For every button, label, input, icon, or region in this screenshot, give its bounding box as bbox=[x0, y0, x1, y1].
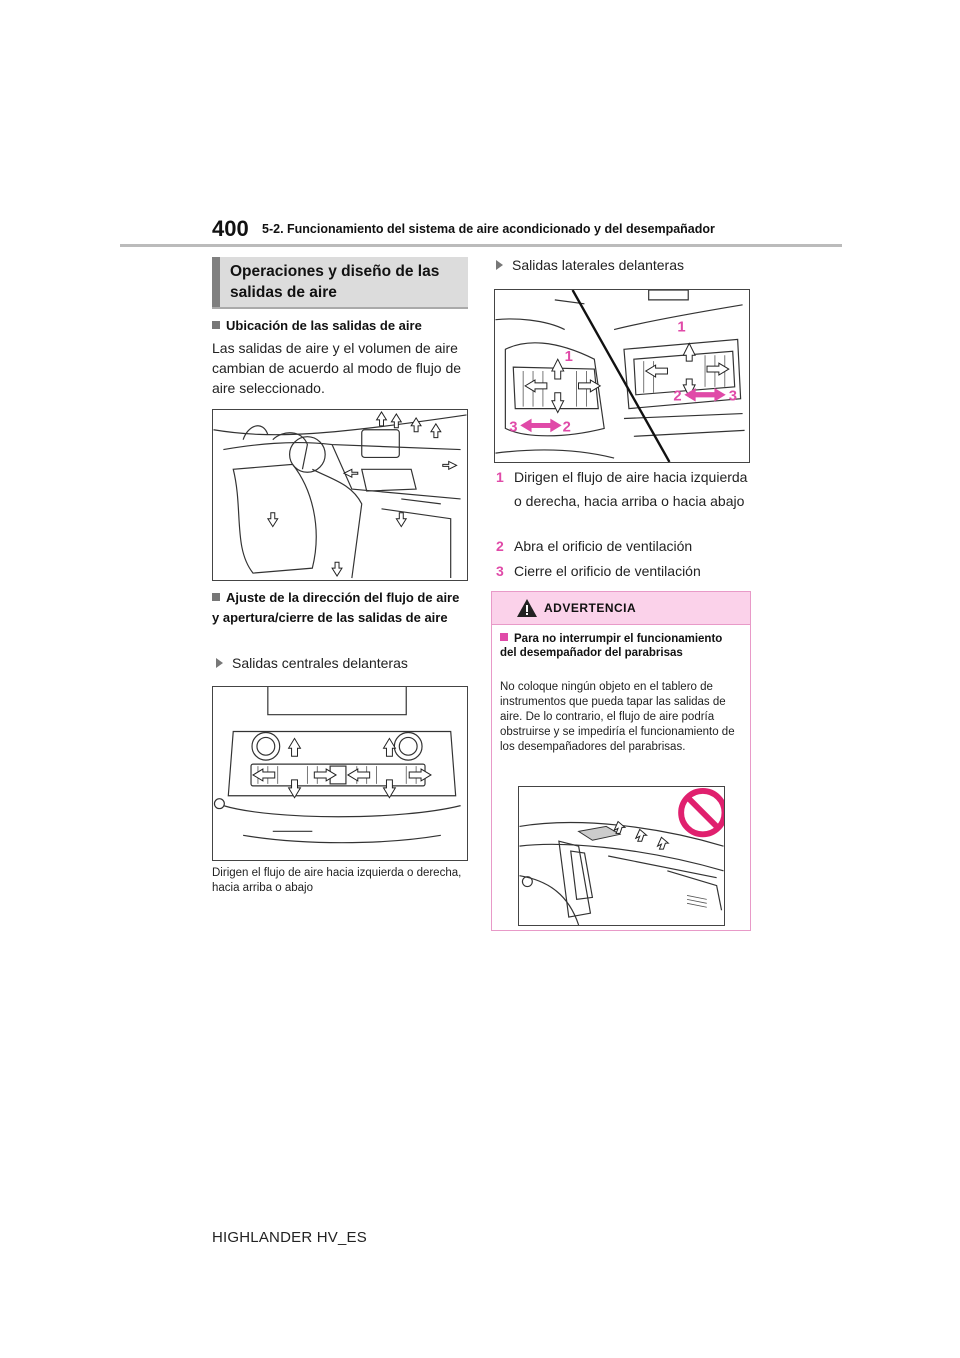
section-title: 5-2. Funcionamiento del sistema de aire acondicionado y del desempañador bbox=[262, 222, 715, 236]
footer-model: HIGHLANDER HV_ES bbox=[212, 1229, 367, 1246]
topic-title: Operaciones y diseño de las salidas de aire bbox=[212, 257, 468, 307]
center-vents-figure bbox=[212, 686, 468, 861]
side-vents-illustration bbox=[495, 290, 749, 462]
cabin-illustration bbox=[213, 410, 467, 580]
square-bullet-icon bbox=[212, 321, 220, 329]
item-number: 2 bbox=[496, 538, 504, 554]
location-paragraph: Las salidas de aire y el volumen de aire cambian de acuerdo al modo de flujo de aire seleccionado. bbox=[212, 340, 462, 396]
prohibition-icon bbox=[681, 791, 724, 834]
center-vents-caption: Dirigen el flujo de aire hacia izquierda o derecha, hacia arriba o abajo bbox=[212, 867, 462, 894]
triangle-bullet-icon bbox=[496, 260, 503, 270]
square-bullet-icon bbox=[500, 633, 508, 641]
item-text: Abra el orificio de ventilación bbox=[514, 538, 693, 554]
warning-box bbox=[491, 591, 751, 931]
warning-title: ADVERTENCIA bbox=[544, 601, 637, 615]
header-rule bbox=[120, 244, 842, 247]
bullet-side-vents: Salidas laterales delanteras bbox=[496, 255, 746, 275]
warning-subtitle: Para no interrumpir el funcionamiento del desempañador del parabrisas bbox=[500, 633, 723, 659]
list-item-1 bbox=[496, 465, 750, 513]
item-text: Cierre el orificio de ventilación bbox=[514, 563, 701, 579]
subheading-adjust: Ajuste de la dirección del flujo de aire y apertura/cierre de las salidas de aire bbox=[212, 590, 460, 625]
triangle-bullet-icon bbox=[216, 658, 223, 668]
dashboard-prohibit-illustration bbox=[519, 787, 724, 925]
title-underline bbox=[212, 307, 468, 309]
callout-1-right: 1 bbox=[677, 319, 686, 336]
side-vents-figure bbox=[494, 289, 750, 463]
callout-3-left: 3 bbox=[509, 419, 518, 436]
item-text: Dirigen el flujo de aire hacia izquierda o derecha, hacia arriba o hacia abajo bbox=[514, 469, 748, 509]
callout-2-right: 2 bbox=[673, 388, 682, 405]
warning-triangle-icon bbox=[516, 598, 538, 618]
cabin-vents-figure bbox=[212, 409, 468, 581]
center-vents-illustration bbox=[213, 687, 467, 860]
prohibited-object-figure bbox=[518, 786, 725, 926]
subheading-location: Ubicación de las salidas de aire bbox=[212, 316, 468, 336]
callout-1-left: 1 bbox=[564, 349, 573, 366]
list-item-2 bbox=[496, 534, 750, 558]
item-number: 1 bbox=[496, 469, 504, 485]
warning-text: No coloque ningún objeto en el tablero de instrumentos que pueda tapar las salidas de aire. De lo contrario, el flujo de aire podría obstruirse y se impediría el funcionamiento de los desempañadores del parabrisas. bbox=[500, 681, 735, 753]
list-item-3 bbox=[496, 559, 750, 583]
callout-3-right: 3 bbox=[728, 388, 738, 405]
square-bullet-icon bbox=[212, 593, 220, 601]
warning-header bbox=[492, 592, 750, 625]
item-number: 3 bbox=[496, 563, 504, 579]
callout-2-left: 2 bbox=[562, 419, 571, 436]
bullet-center-vents: Salidas centrales delanteras bbox=[216, 653, 466, 673]
page-number: 400 bbox=[212, 216, 249, 241]
